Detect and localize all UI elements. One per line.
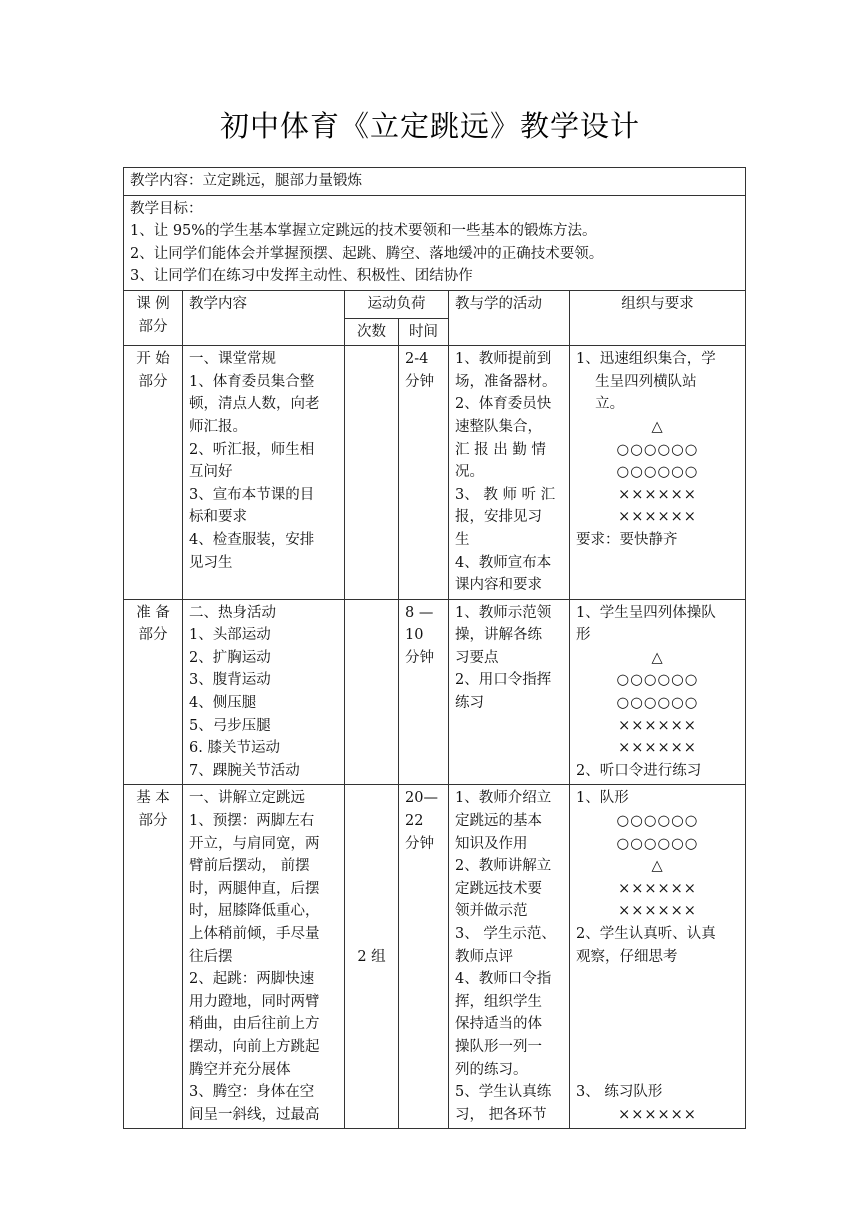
section-organization-line: △ <box>651 649 664 666</box>
section-organization-line: 形 <box>576 627 591 644</box>
section-times <box>345 346 399 600</box>
section-organization <box>570 346 746 600</box>
teaching-content: 教学内容：立定跳远，腿部力量锻炼 <box>124 168 746 196</box>
section-organization-line: 1、队形 <box>576 790 629 807</box>
section-activity-line: 2、用口令指挥 <box>455 672 552 689</box>
section-activity-line: 知识及作用 <box>455 835 528 852</box>
section-content-line: 一、讲解立定跳远 <box>189 790 305 807</box>
section-name-line: 开 始 <box>136 351 170 368</box>
section-content-line: 时，屈膝降低重心， <box>189 903 320 920</box>
section-duration-line: 20— <box>405 790 438 807</box>
header-section <box>124 290 183 345</box>
section-activity-line: 领并做示范 <box>455 903 528 920</box>
section-organization <box>570 599 746 785</box>
section-content-line: 5、弓步压腿 <box>189 717 271 734</box>
section-activity-line: 4、教师口令指 <box>455 971 552 988</box>
section-name <box>124 599 183 785</box>
objective-item: 1、让 95%的学生基本掌握立定跳远的技术要领和一些基本的锻炼方法。 <box>130 223 597 240</box>
section-organization-line: ○○○○○○ <box>616 672 699 689</box>
section-row <box>124 599 746 785</box>
header-times: 次数 <box>345 318 399 346</box>
section-content-line: 顿，清点人数，向老 <box>189 396 320 413</box>
section-activity-line: 1、教师介绍立 <box>455 790 552 807</box>
section-activity-line: 速整队集合， <box>455 418 542 435</box>
section-content-line: 用力蹬地，同时两臂 <box>189 993 320 1010</box>
section-content-line: 3、腹背运动 <box>189 672 271 689</box>
section-content-line: 1、预摆：两脚左右 <box>189 813 315 830</box>
section-organization-line: ×××××× <box>618 486 697 503</box>
section-activity-line: 场，准备器材。 <box>455 373 557 390</box>
section-organization-line: ×××××× <box>618 1106 697 1123</box>
section-activity-line: 生 <box>455 531 470 548</box>
section-content-line: 4、检查服装，安排 <box>189 531 315 548</box>
section-activity-line: 3、 学生示范、 <box>455 926 556 942</box>
section-content-line: 摆动，向前上方跳起 <box>189 1038 320 1055</box>
header-duration: 时间 <box>399 318 449 346</box>
section-content-line: 上体稍前倾，手尽量 <box>189 926 320 942</box>
section-content-line: 臂前后摆动， 前摆 <box>189 858 310 875</box>
section-content <box>183 785 345 1129</box>
section-times-line <box>351 681 392 704</box>
section-name-line: 部分 <box>138 813 168 830</box>
section-activity-line: 保持适当的体 <box>455 1016 542 1033</box>
section-content-line: 7、踝腕关节活动 <box>189 762 300 779</box>
section-activity-line: 2、体育委员快 <box>455 396 552 413</box>
section-duration <box>399 599 449 785</box>
objectives-row <box>124 195 746 290</box>
section-organization-line: 2、学生认真听、认真 <box>576 926 716 942</box>
section-row <box>124 346 746 600</box>
objectives-heading: 教学目标： <box>130 200 203 217</box>
section-content <box>183 346 345 600</box>
section-name <box>124 346 183 600</box>
section-organization-line: △ <box>651 418 664 435</box>
section-organization <box>570 785 746 1129</box>
section-organization-line <box>576 1013 739 1036</box>
header-section-line: 课 例 <box>136 295 170 312</box>
section-organization-line: 1、迅速组织集合，学 <box>576 351 716 368</box>
section-name-line: 部分 <box>138 373 168 390</box>
section-organization-line: 生呈四列横队站 <box>576 373 697 390</box>
section-activity-line: 课内容和要求 <box>455 577 542 594</box>
section-organization-line: ○○○○○○ <box>616 441 699 458</box>
section-content <box>183 599 345 785</box>
section-organization-line: ×××××× <box>618 880 697 897</box>
header-load: 运动负荷 <box>345 290 449 318</box>
section-content-line: 一、课堂常规 <box>189 351 276 368</box>
section-content-line: 往后摆 <box>189 948 233 965</box>
section-content-line: 3、宣布本节课的目 <box>189 486 315 503</box>
section-activity-line: 4、教师宣布本 <box>455 554 552 571</box>
header-organization: 组织与要求 <box>570 290 746 345</box>
teaching-objectives <box>124 195 746 290</box>
section-duration-line: 分钟 <box>405 835 434 852</box>
section-duration <box>399 346 449 600</box>
section-content-line: 3、腾空：身体在空 <box>189 1084 315 1101</box>
section-activity-line: 汇 报 出 勤 情 <box>455 441 546 458</box>
section-content-line: 见习生 <box>189 554 233 571</box>
section-activity-line: 定跳远技术要 <box>455 880 542 897</box>
section-duration-line: 8 — <box>405 604 434 621</box>
lesson-plan-table <box>123 167 746 1129</box>
section-organization-line: ×××××× <box>618 509 697 526</box>
section-activity-line: 列的练习。 <box>455 1061 528 1078</box>
section-name-line: 准 备 <box>136 604 170 621</box>
section-organization-line: ○○○○○○ <box>616 813 699 830</box>
section-name-line: 基 本 <box>136 790 170 807</box>
section-content-line: 时，两腿伸直，后摆 <box>189 880 320 897</box>
header-content: 教学内容 <box>183 290 345 345</box>
section-activity-line: 教师点评 <box>455 948 513 965</box>
section-organization-line: 2、听口令进行练习 <box>576 762 702 779</box>
section-activity-line: 报，安排见习 <box>455 509 542 526</box>
section-content-line: 4、侧压腿 <box>189 695 257 712</box>
content-row <box>124 168 746 196</box>
section-content-line: 腾空并充分展体 <box>189 1061 291 1078</box>
section-activity-line: 定跳远的基本 <box>455 813 542 830</box>
section-activity <box>449 599 570 785</box>
section-activity-line: 操，讲解各练 <box>455 627 542 644</box>
section-activity-line: 5、学生认真练 <box>455 1084 552 1101</box>
section-organization-line: 3、 练习队形 <box>576 1084 663 1101</box>
section-content-line: 稍曲，由后往前上方 <box>189 1016 320 1033</box>
section-organization-line: 1、学生呈四列体操队 <box>576 604 716 621</box>
section-organization-line: 立。 <box>576 396 625 413</box>
section-content-line: 开立，与肩同宽，两 <box>189 835 320 852</box>
section-activity-line: 挥，组织学生 <box>455 993 542 1010</box>
section-organization-line: ○○○○○○ <box>616 835 699 852</box>
objective-item: 3、让同学们在练习中发挥主动性、积极性、团结协作 <box>130 268 473 285</box>
section-times-line <box>351 461 392 484</box>
section-name <box>124 785 183 1129</box>
section-content-line: 间呈一斜线，过最高 <box>189 1106 320 1123</box>
header-row-1 <box>124 290 746 318</box>
section-content-line: 互问好 <box>189 464 233 481</box>
section-activity-line: 况。 <box>455 464 484 481</box>
section-row <box>124 785 746 1129</box>
section-content-line: 2、扩胸运动 <box>189 649 271 666</box>
section-content-line: 标和要求 <box>189 509 247 526</box>
section-activity-line: 2、教师讲解立 <box>455 858 552 875</box>
section-duration-line: 2-4 <box>405 351 429 368</box>
section-duration-line: 22 <box>405 813 424 830</box>
section-content-line: 2、听汇报，师生相 <box>189 441 315 458</box>
header-activity: 教与学的活动 <box>449 290 570 345</box>
section-organization-line <box>576 1059 739 1082</box>
section-activity-line: 练习 <box>455 695 484 712</box>
section-times <box>345 599 399 785</box>
section-activity-line: 习要点 <box>455 649 499 666</box>
section-activity-line: 1、教师示范领 <box>455 604 552 621</box>
section-organization-line: ○○○○○○ <box>616 695 699 712</box>
section-times-line: 2 组 <box>357 948 386 965</box>
section-organization-line: ×××××× <box>618 717 697 734</box>
section-duration-line: 分钟 <box>405 373 434 390</box>
header-section-line: 部分 <box>138 318 168 335</box>
objective-item: 2、让同学们能体会并掌握预摆、起跳、腾空、落地缓冲的正确技术要领。 <box>130 245 604 262</box>
section-content-line: 1、头部运动 <box>189 627 271 644</box>
section-times <box>345 785 399 1129</box>
section-activity <box>449 785 570 1129</box>
section-activity-line: 操队形一列一 <box>455 1038 542 1055</box>
section-organization-line <box>576 991 739 1014</box>
section-organization-line: 要求：要快静齐 <box>576 531 678 548</box>
section-organization-line: ×××××× <box>618 903 697 920</box>
section-organization-line: ○○○○○○ <box>616 464 699 481</box>
section-content-line: 二、热身活动 <box>189 604 276 621</box>
section-organization-line: 观察，仔细思考 <box>576 948 678 965</box>
section-organization-line <box>576 1036 739 1059</box>
document-title: 初中体育《立定跳远》教学设计 <box>219 109 640 143</box>
section-activity <box>449 346 570 600</box>
section-duration <box>399 785 449 1129</box>
section-organization-line <box>576 968 739 991</box>
section-organization-line: ×××××× <box>618 740 697 757</box>
section-duration-line: 分钟 <box>405 649 434 666</box>
section-name-line: 部分 <box>138 627 168 644</box>
section-content-line: 2、起跳：两脚快速 <box>189 971 315 988</box>
section-activity-line: 习， 把各环节 <box>455 1106 547 1123</box>
section-duration-line: 10 <box>405 627 424 644</box>
section-activity-line: 3、 教 师 听 汇 <box>455 486 556 503</box>
section-activity-line: 1、教师提前到 <box>455 351 552 368</box>
section-organization-line: △ <box>651 858 664 875</box>
section-content-line: 师汇报。 <box>189 418 247 435</box>
section-content-line: 6. 膝关节运动 <box>189 740 280 757</box>
section-content-line: 1、体育委员集合整 <box>189 373 315 390</box>
